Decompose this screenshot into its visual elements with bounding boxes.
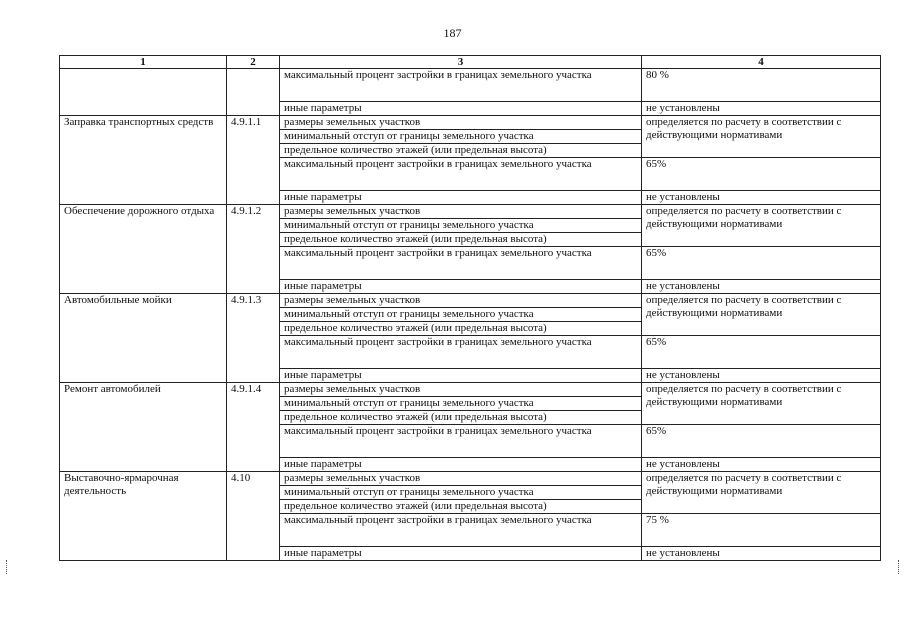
param-cell: размеры земельных участков xyxy=(280,116,642,130)
use-type-cell: Выставочно-ярмарочная деятельность xyxy=(60,472,227,561)
page-number: 187 xyxy=(443,26,462,40)
param-cell: максимальный процент застройки в границах земельного участка xyxy=(280,247,642,280)
value-cell: определяется по расчету в соответствии с действующими нормативами xyxy=(642,116,881,158)
use-type-cell: Автомобильные мойки xyxy=(60,294,227,383)
value-cell: 80 % xyxy=(642,69,881,102)
param-cell: размеры земельных участков xyxy=(280,383,642,397)
param-cell: иные параметры xyxy=(280,191,642,205)
param-cell: минимальный отступ от границы земельного участка xyxy=(280,219,642,233)
param-cell: максимальный процент застройки в границах земельного участка xyxy=(280,425,642,458)
table-row xyxy=(60,205,881,219)
param-cell: минимальный отступ от границы земельного участка xyxy=(280,486,642,500)
code-cell: 4.10 xyxy=(227,472,280,561)
value-cell: 65% xyxy=(642,158,881,191)
value-cell: не установлены xyxy=(642,458,881,472)
value-cell: не установлены xyxy=(642,102,881,116)
value-cell: не установлены xyxy=(642,191,881,205)
regulations-table xyxy=(59,55,881,561)
param-cell: максимальный процент застройки в границах земельного участка xyxy=(280,69,642,102)
param-cell: предельное количество этажей (или предельная высота) xyxy=(280,500,642,514)
param-cell: иные параметры xyxy=(280,369,642,383)
table-row xyxy=(60,472,881,486)
param-cell: размеры земельных участков xyxy=(280,205,642,219)
value-cell: не установлены xyxy=(642,547,881,561)
param-cell: минимальный отступ от границы земельного участка xyxy=(280,397,642,411)
param-cell: размеры земельных участков xyxy=(280,472,642,486)
margin-mark-right xyxy=(898,560,900,574)
param-cell: максимальный процент застройки в границах земельного участка xyxy=(280,336,642,369)
use-type-cell xyxy=(60,69,227,116)
param-cell: иные параметры xyxy=(280,458,642,472)
param-cell: минимальный отступ от границы земельного участка xyxy=(280,130,642,144)
value-cell: определяется по расчету в соответствии с действующими нормативами xyxy=(642,383,881,425)
value-cell: 65% xyxy=(642,336,881,369)
use-type-cell: Заправка транспортных средств xyxy=(60,116,227,205)
param-cell: предельное количество этажей (или предельная высота) xyxy=(280,322,642,336)
param-cell: минимальный отступ от границы земельного участка xyxy=(280,308,642,322)
param-cell: предельное количество этажей (или предельная высота) xyxy=(280,233,642,247)
value-cell: 65% xyxy=(642,425,881,458)
use-type-cell: Обеспечение дорожного отдыха xyxy=(60,205,227,294)
param-cell: максимальный процент застройки в границах земельного участка xyxy=(280,158,642,191)
header-col-3: 3 xyxy=(280,56,642,69)
use-type-cell: Ремонт автомобилей xyxy=(60,383,227,472)
code-cell: 4.9.1.2 xyxy=(227,205,280,294)
header-col-2: 2 xyxy=(227,56,280,69)
param-cell: размеры земельных участков xyxy=(280,294,642,308)
param-cell: иные параметры xyxy=(280,102,642,116)
param-cell: иные параметры xyxy=(280,280,642,294)
table-row xyxy=(60,116,881,130)
value-cell: не установлены xyxy=(642,280,881,294)
param-cell: предельное количество этажей (или предельная высота) xyxy=(280,411,642,425)
header-row xyxy=(60,56,881,69)
param-cell: максимальный процент застройки в границах земельного участка xyxy=(280,514,642,547)
header-col-1: 1 xyxy=(60,56,227,69)
code-cell xyxy=(227,69,280,116)
value-cell: определяется по расчету в соответствии с действующими нормативами xyxy=(642,472,881,514)
table-row xyxy=(60,383,881,397)
value-cell: определяется по расчету в соответствии с действующими нормативами xyxy=(642,205,881,247)
table-row xyxy=(60,294,881,308)
value-cell: 65% xyxy=(642,247,881,280)
param-cell: предельное количество этажей (или предельная высота) xyxy=(280,144,642,158)
value-cell: определяется по расчету в соответствии с действующими нормативами xyxy=(642,294,881,336)
value-cell: не установлены xyxy=(642,369,881,383)
code-cell: 4.9.1.1 xyxy=(227,116,280,205)
table-row xyxy=(60,69,881,102)
param-cell: иные параметры xyxy=(280,547,642,561)
margin-mark-left xyxy=(6,560,8,574)
code-cell: 4.9.1.3 xyxy=(227,294,280,383)
value-cell: 75 % xyxy=(642,514,881,547)
header-col-4: 4 xyxy=(642,56,881,69)
code-cell: 4.9.1.4 xyxy=(227,383,280,472)
